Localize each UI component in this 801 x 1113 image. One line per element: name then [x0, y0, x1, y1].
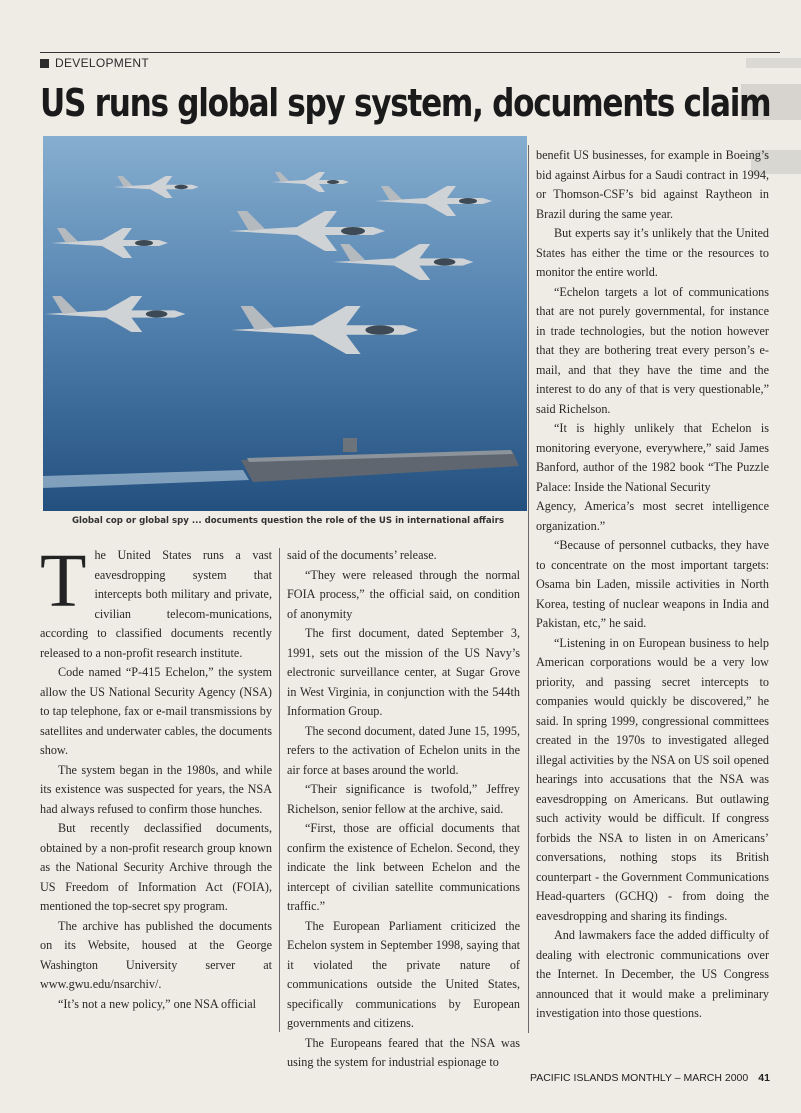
article-column-3	[536, 146, 769, 1024]
article-paragraph: “Echelon targets a lot of communications that are not purely governmental, for instance in trade technologies, but the notion however that they are bothering treat every person’s e-mail, and that they have the time and the interest to do any of that is very questionable,” said Richelson.	[536, 284, 769, 416]
article-paragraph: But recently declassified documents, obtained by a non-profit research group known as the National Security Archive through the US Freedom of Information Act (FOIA), mentioned the top-secret spy program.	[40, 821, 272, 913]
article-paragraph: The system began in the 1980s, and while its existence was suspected for years, the NSA had always refused to confirm those hunches.	[40, 762, 272, 816]
article-paragraph: “It is highly unlikely that Echelon is monitoring everyone, everywhere,” said James Banford, author of the 1982 book “The Puzzle Palace: Inside the National Security	[536, 421, 769, 494]
article-paragraph	[40, 539, 272, 663]
article-paragraph: said of the documents’ release.	[287, 548, 437, 562]
article-paragraph: Agency, America’s most secret intelligence organization.”	[536, 499, 769, 533]
article-column-1	[40, 539, 272, 1014]
drop-cap: T	[40, 539, 87, 623]
article-paragraph: benefit US businesses, for example in Boeing’s bid against Airbus for a Saudi contract in 1994, or Thomson-CSF’s bid against Raytheon in Brazil during the same year.	[536, 148, 769, 221]
article-paragraph: But experts say it’s unlikely that the United States has either the time or the resources to monitor the entire world.	[536, 226, 769, 279]
photo-jets-over-carrier	[43, 136, 527, 511]
article-paragraph: “Their significance is twofold,” Jeffrey Richelson, senior fellow at the archive, said.	[287, 782, 520, 816]
article-paragraph: “It’s not a new policy,” one NSA official	[58, 996, 256, 1011]
article-paragraph: “Listening in on European business to help American corporations would be a very low priority, and passing secret intercepts to companies would quickly be discovered,” he said. In spring 1999, congressional committees created in the 1970s to investigated alleged illegal activities by the NSA on US soil opened hearings into accusations that the NSA was eavesdropping on Americans. But outlawing such activity would be difficult. If congress forbids the NSA to listen in on Americans’ conversations, nothing stops its British counterpart - the Government Communications Head-quarters (GCHQ) - from doing the eavesdropping and sharing its findings.	[536, 635, 769, 923]
article-paragraph: The European Parliament criticized the Echelon system in September 1998, saying that it violated the private nature of communications outside the United States, specifically communications by European governments and citizens.	[287, 918, 520, 1030]
article-paragraph: The first document, dated September 3, 1991, sets out the mission of the US Navy’s electronic surveillance center, at Sugar Grove in West Virginia, in conjunction with the 544th Information Group.	[287, 626, 520, 718]
top-rule	[40, 52, 780, 53]
photo-illustration	[43, 136, 527, 511]
headline: US runs global spy system, documents claim	[40, 81, 771, 125]
page-number: 41	[758, 1072, 770, 1084]
article-paragraph: “First, those are official documents that confirm the existence of Echelon. Second, they indicate the link between Echelon and the intercept of civilian satellite communications traffic.”	[287, 821, 520, 913]
article-paragraph: Code named “P-415 Echelon,” the system allow the US National Security Agency (NSA) to tap telephone, fax or e-mail transmissions by satellites and underwater cables, the documents show.	[40, 665, 272, 757]
column-rule	[279, 548, 280, 1032]
section-label	[40, 56, 149, 70]
paragraph-text: he United States runs a vast eavesdropping system that intercepts both military and private, civilian telecom-munications, according to classified documents recently released to a non-profit research institute.	[40, 548, 272, 660]
article-paragraph: And lawmakers face the added difficulty of dealing with electronic communications over the Internet. In December, the US Congress announced that it would make a preliminary investigation into those questions.	[536, 928, 769, 1020]
photo-caption: Global cop or global spy ... documents question the role of the US in international affairs	[72, 516, 504, 526]
article-paragraph: The second document, dated June 15, 1995, refers to the activation of Echelon units in the air force at bases around the world.	[287, 723, 520, 777]
article-paragraph: The archive has published the documents on its Website, housed at the George Washington University server at www.gwu.edu/nsarchiv/.	[40, 918, 272, 991]
section-label-text: DEVELOPMENT	[55, 56, 149, 70]
page-footer	[530, 1072, 770, 1084]
article-paragraph: “Because of personnel cutbacks, they have to concentrate on the most important targets: Osama bin Laden, missile activities in North Korea, testing of nuclear weapons in India and Pakistan, etc,” he said.	[536, 538, 769, 630]
publication-name: PACIFIC ISLANDS MONTHLY – MARCH 2000	[530, 1072, 749, 1084]
article-paragraph: “They were released through the normal FOIA process,” the official said, on condition of anonymity	[287, 567, 520, 621]
section-square-icon	[40, 59, 49, 68]
article-column-2	[287, 546, 520, 1073]
article-paragraph: The Europeans feared that the NSA was using the system for industrial espionage to	[287, 1035, 520, 1069]
column-rule	[528, 145, 529, 1033]
